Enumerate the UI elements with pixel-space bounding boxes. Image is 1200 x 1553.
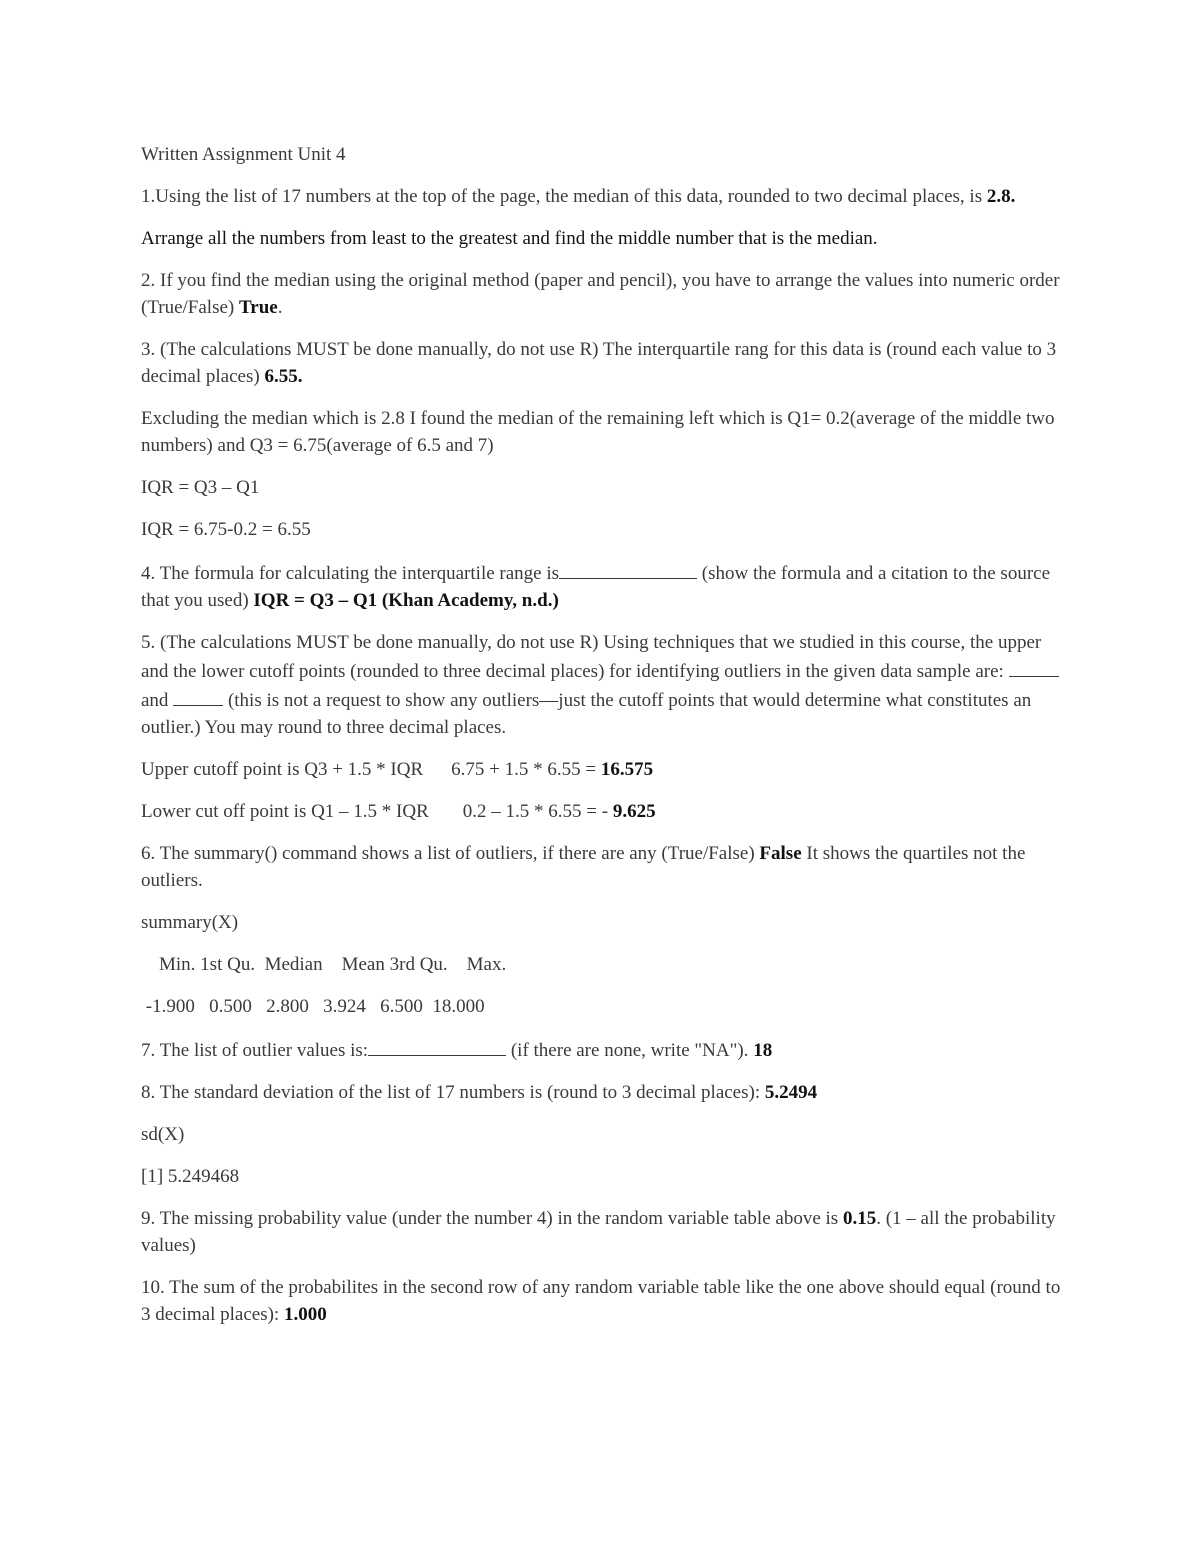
summary-values-text: -1.900 0.500 2.800 3.924 6.500 18.000 xyxy=(145,996,485,1017)
q9-text: 9. The missing probability value (under the number 4) in the random variable table above is xyxy=(141,1208,843,1229)
sd-command: sd(X) xyxy=(141,1124,185,1145)
document-title: Written Assignment Unit 4 xyxy=(141,144,346,165)
question-1 xyxy=(141,183,1061,210)
q9-answer: 0.15 xyxy=(842,1208,877,1229)
q4-text-b: (show the formula and a citation to the source that you used) xyxy=(141,563,1051,611)
lower-cutoff xyxy=(141,798,1061,825)
question-8 xyxy=(141,1079,1061,1106)
iqr-calculation: IQR = 6.75-0.2 = 6.55 xyxy=(141,519,311,540)
lower-label: Lower cut off point is Q1 – 1.5 * IQR xyxy=(141,801,429,822)
q3-note: Excluding the median which is 2.8 I found the median of the remaining left which is Q1= 0.2(average of the middle two numbers) and Q3 = 6.75(average of 6.5 and 7) xyxy=(141,408,1055,456)
q4-answer: IQR = Q3 – Q1 (Khan Academy, n.d.) xyxy=(253,590,559,611)
q1-text: 1.Using the list of 17 numbers at the top of the page, the median of this data, rounded to two decimal places, is xyxy=(141,186,987,207)
q4-text-a: 4. The formula for calculating the interquartile range is xyxy=(141,563,560,584)
upper-cutoff xyxy=(141,756,1061,783)
q3-text: 3. (The calculations MUST be done manually, do not use R) The interquartile rang for this data is (round each value to 3 decimal places) xyxy=(141,339,1057,387)
iqr-formula: IQR = Q3 – Q1 xyxy=(141,477,260,498)
q10-answer: 1.000 xyxy=(283,1304,327,1325)
q6-tail: It shows the quartiles not the outliers. xyxy=(141,843,1026,891)
q2-answer: True xyxy=(239,297,278,318)
question-4 xyxy=(141,558,1061,614)
q3-answer: 6.55. xyxy=(264,366,303,387)
q9-tail: . (1 – all the probability values) xyxy=(141,1208,1056,1256)
document-page xyxy=(141,141,1061,1343)
question-2 xyxy=(141,267,1061,321)
question-3 xyxy=(141,336,1061,390)
sd-result: [1] 5.249468 xyxy=(141,1166,240,1187)
lower-calc: 0.2 – 1.5 * 6.55 = - xyxy=(462,801,613,822)
q8-answer: 5.2494 xyxy=(764,1082,818,1103)
q6-text: 6. The summary() command shows a list of outliers, if there are any (True/False) xyxy=(141,843,760,864)
q5-blank-lower xyxy=(173,685,223,706)
q7-answer: 18 xyxy=(753,1040,773,1061)
q10-text: 10. The sum of the probabilites in the second row of any random variable table like the one above should equal (round to 3 decimal places): xyxy=(141,1277,1061,1325)
q2-text: 2. If you find the median using the original method (paper and pencil), you have to arrange the values into numeric order (True/False) xyxy=(141,270,1060,318)
q7-text-a: 7. The list of outlier values is: xyxy=(141,1040,369,1061)
q7-blank xyxy=(368,1035,506,1056)
upper-answer: 16.575 xyxy=(600,759,654,780)
question-5 xyxy=(141,629,1061,741)
q6-answer: False xyxy=(759,843,802,864)
question-9 xyxy=(141,1205,1061,1259)
question-6 xyxy=(141,840,1061,894)
q8-text: 8. The standard deviation of the list of 17 numbers is (round to 3 decimal places): xyxy=(141,1082,765,1103)
summary-header: Min. 1st Qu. Median Mean 3rd Qu. Max. xyxy=(159,954,507,975)
q5-text-mid: and xyxy=(141,690,174,711)
q2-tail: . xyxy=(277,297,283,318)
q1-note: Arrange all the numbers from least to the greatest and find the middle number that is the median. xyxy=(141,228,878,249)
q5-text-a: 5. (The calculations MUST be done manually, do not use R) Using techniques that we studied in this course, the upper and the lower cutoff points (rounded to three decimal places) for identifying outliers in the given data sample are: xyxy=(141,632,1042,682)
upper-label: Upper cutoff point is Q3 + 1.5 * IQR xyxy=(141,759,424,780)
q4-blank xyxy=(559,558,697,579)
q7-text-b: (if there are none, write "NA"). xyxy=(506,1040,754,1061)
summary-values xyxy=(141,993,1061,1020)
lower-answer: 9.625 xyxy=(612,801,656,822)
summary-command: summary(X) xyxy=(141,912,239,933)
upper-calc: 6.75 + 1.5 * 6.55 = xyxy=(451,759,601,780)
q5-blank-upper xyxy=(1009,656,1059,677)
question-10 xyxy=(141,1274,1061,1328)
question-7 xyxy=(141,1035,1061,1064)
q5-text-b: (this is not a request to show any outliers—just the cutoff points that would determine what constitutes an outlier.) You may round to three decimal places. xyxy=(141,690,1032,738)
q1-answer: 2.8. xyxy=(986,186,1016,207)
